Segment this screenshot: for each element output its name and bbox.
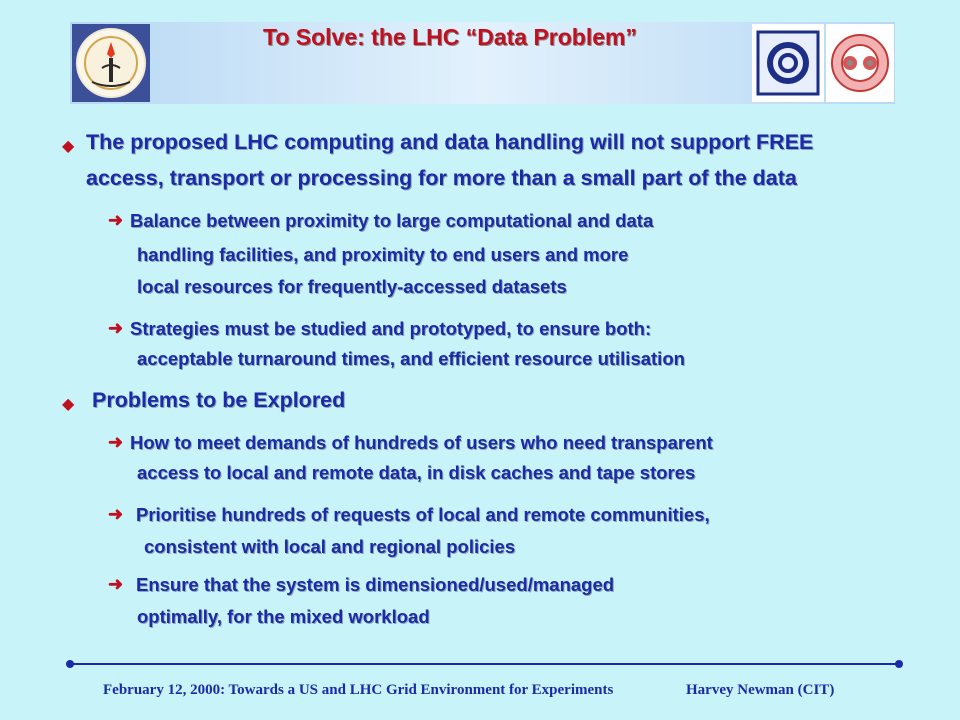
subitem-line: access to local and remote data, in disk caches and tape stores	[137, 462, 696, 483]
subitem-line: Ensure that the system is dimensioned/used/managed	[136, 574, 615, 595]
arrow-right-icon: ➜	[108, 210, 124, 230]
bullet-line: The proposed LHC computing and data handling will not support FREE	[86, 130, 814, 154]
footer-divider	[70, 663, 900, 665]
subitem-line: local resources for frequently-accessed datasets	[137, 276, 567, 297]
footer-right: Harvey Newman (CIT)	[686, 682, 835, 698]
subitem-line: consistent with local and regional policies	[144, 536, 516, 557]
footer-divider-dot	[895, 660, 903, 668]
subitem-line: optimally, for the mixed workload	[137, 606, 430, 627]
subitem-line: Prioritise hundreds of requests of local and remote communities,	[136, 504, 710, 525]
subitem-line: handling facilities, and proximity to end users and more	[137, 244, 629, 265]
bullet-icon: ◆	[62, 138, 75, 155]
subitem-line: How to meet demands of hundreds of users who need transparent	[130, 432, 713, 453]
arrow-right-icon: ➜	[108, 574, 124, 594]
arrow-right-icon: ➜	[108, 318, 124, 338]
page-title: To Solve: the LHC “Data Problem”	[262, 24, 637, 50]
subitem-line: acceptable turnaround times, and efficient resource utilisation	[137, 348, 685, 369]
footer-left: February 12, 2000: Towards a US and LHC Grid Environment for Experiments	[103, 682, 614, 698]
bullet-line: Problems to be Explored	[92, 388, 346, 412]
bullet-icon: ◆	[62, 396, 75, 413]
arrow-right-icon: ➜	[108, 432, 124, 452]
arrow-right-icon: ➜	[108, 504, 124, 524]
subitem-line: Strategies must be studied and prototyped, to ensure both:	[130, 318, 652, 339]
bullet-line: access, transport or processing for more than a small part of the data	[86, 166, 797, 190]
subitem-line: Balance between proximity to large computational and data	[130, 210, 654, 231]
